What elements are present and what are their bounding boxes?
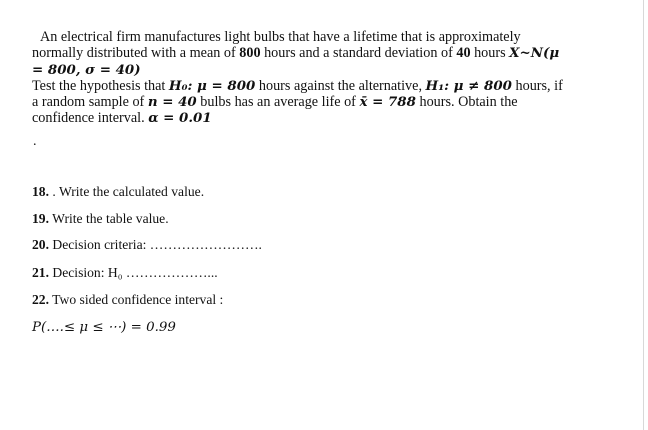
question-text: Decision: H₀ ………………... xyxy=(52,265,218,280)
confidence-interval-text: hours. Obtain the confidence interval. xyxy=(32,94,518,127)
average-text: bulbs has an average life of xyxy=(200,94,356,111)
sample-mean: x̄ = 788 xyxy=(359,94,416,111)
hours-sd-text: hours and a standard deviation of xyxy=(264,45,453,62)
distribution-notation: X~N(μ = 800, σ = 40) xyxy=(32,45,560,78)
problem-paragraph-2 xyxy=(32,78,570,127)
sample-text: hours, if a random sample of xyxy=(32,77,563,111)
question-18 xyxy=(32,184,204,200)
question-text: Decision criteria: ……………………. xyxy=(52,237,262,252)
sd-value: 40 xyxy=(456,45,471,62)
separator-dot: . xyxy=(33,134,37,149)
problem-statement xyxy=(32,29,570,127)
question-text: Two sided confidence interval : xyxy=(52,292,224,307)
hours-text: hours xyxy=(474,45,506,62)
question-number: 19. xyxy=(32,211,49,226)
test-intro-text: Test the hypothesis that xyxy=(32,77,166,94)
against-text: hours against the alternative, xyxy=(258,77,422,94)
sample-size: n = 40 xyxy=(147,94,197,111)
question-number: 18. xyxy=(32,184,49,199)
confidence-expression xyxy=(32,319,176,335)
problem-paragraph-1 xyxy=(32,29,570,78)
alternative-hypothesis: H₁: μ ≠ 800 xyxy=(425,77,512,94)
page-edge-divider xyxy=(643,0,644,430)
alpha-value: α = 0.01 xyxy=(148,110,212,127)
question-number: 20. xyxy=(32,237,49,252)
question-20 xyxy=(32,237,262,253)
question-text: . Write the calculated value. xyxy=(52,184,205,199)
question-19 xyxy=(32,211,169,227)
question-text: Write the table value. xyxy=(52,211,169,226)
question-21 xyxy=(32,265,218,281)
question-number: 22. xyxy=(32,292,49,307)
mean-value: 800 xyxy=(239,45,261,62)
intro-text: An electrical firm manufactures light bulbs that have a lifetime that is approximately normally distributed with a mean of xyxy=(32,29,521,62)
null-hypothesis: H₀: μ = 800 xyxy=(168,77,256,94)
confidence-formula: P(….≤ μ ≤ ⋯) = 0.99 xyxy=(32,320,176,335)
question-number: 21. xyxy=(32,265,49,280)
question-22 xyxy=(32,292,223,308)
